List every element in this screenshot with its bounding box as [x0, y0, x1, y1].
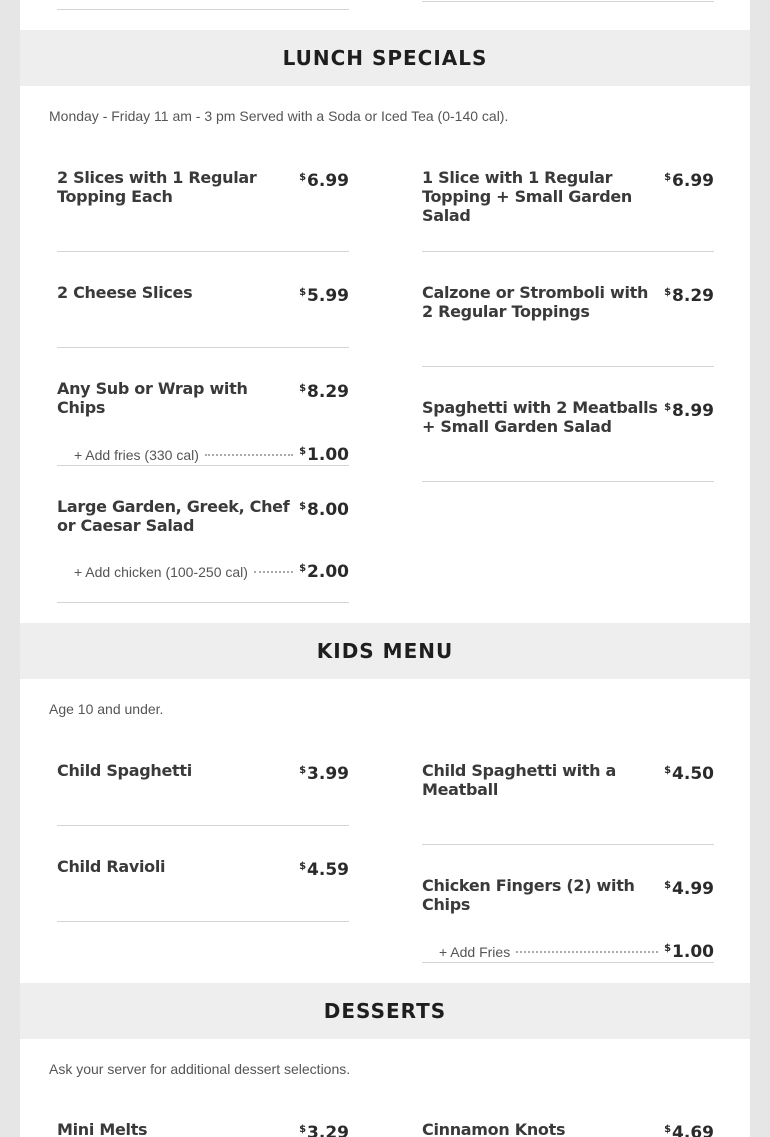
item-divider [422, 366, 714, 367]
item-price: $4.99 [664, 879, 714, 899]
item-price: $4.50 [664, 764, 714, 784]
item-name: Child Spaghetti [57, 761, 192, 780]
addon-label: + Add Fries [439, 944, 511, 960]
menu-item[interactable] [422, 398, 714, 436]
item-price: $5.99 [299, 286, 349, 306]
item-name: 2 Slices with 1 Regular Topping Each [57, 168, 257, 206]
menu-item[interactable] [422, 876, 714, 962]
dot-leader [254, 571, 293, 573]
addon-price: $1.00 [299, 445, 349, 465]
item-price: $6.99 [299, 171, 349, 191]
section-description: Monday - Friday 11 am - 3 pm Served with a Soda or Iced Tea (0-140 cal). [49, 108, 509, 124]
item-price: $8.29 [664, 286, 714, 306]
item-name: Spaghetti with 2 Meatballs + Small Garden Salad [422, 398, 658, 436]
item-price: $8.29 [299, 382, 349, 402]
section-title: DESSERTS [323, 999, 447, 1023]
dot-leader [516, 951, 658, 953]
item-price: $4.69 [664, 1123, 714, 1137]
item-divider [57, 465, 349, 466]
menu-item[interactable] [422, 283, 714, 321]
item-name: 1 Slice with 1 Regular Topping + Small Garden Salad [422, 168, 633, 225]
item-divider [422, 481, 714, 482]
top-separator-right [422, 1, 714, 2]
item-price: $6.99 [664, 171, 714, 191]
item-name: Mini Melts [57, 1120, 148, 1137]
menu-item[interactable] [422, 168, 714, 225]
item-price: $8.99 [664, 401, 714, 421]
dot-leader [205, 454, 293, 456]
item-divider [422, 251, 714, 252]
item-price: $4.59 [299, 860, 349, 880]
menu-item[interactable] [57, 857, 349, 880]
addon-label: + Add chicken (100-250 cal) [74, 564, 248, 580]
addon-label: + Add fries (330 cal) [74, 447, 199, 463]
item-addon[interactable] [57, 559, 349, 582]
item-divider [57, 251, 349, 252]
section-title: LUNCH SPECIALS [282, 46, 488, 70]
top-separator-left [57, 9, 349, 10]
menu-item[interactable] [422, 1120, 714, 1137]
item-name: Any Sub or Wrap with Chips [57, 379, 248, 417]
menu-item[interactable] [57, 168, 349, 206]
menu-item[interactable] [57, 1120, 349, 1137]
addon-price: $1.00 [664, 942, 714, 962]
section-header-lunch-specials [20, 30, 750, 86]
item-name: 2 Cheese Slices [57, 283, 193, 302]
item-name: Calzone or Stromboli with 2 Regular Toppings [422, 283, 649, 321]
section-header-kids-menu [20, 623, 750, 679]
addon-price: $2.00 [299, 562, 349, 582]
item-name: Child Ravioli [57, 857, 166, 876]
item-name: Child Spaghetti with a Meatball [422, 761, 617, 799]
item-divider [422, 962, 714, 963]
item-name: Chicken Fingers (2) with Chips [422, 876, 635, 914]
item-divider [57, 347, 349, 348]
item-divider [57, 602, 349, 603]
item-price: $3.29 [299, 1123, 349, 1137]
menu-item[interactable] [57, 379, 349, 465]
item-price: $3.99 [299, 764, 349, 784]
item-divider [422, 844, 714, 845]
menu-item[interactable] [57, 761, 349, 784]
menu-item[interactable] [57, 283, 349, 306]
section-title: KIDS MENU [316, 639, 454, 663]
section-description: Age 10 and under. [49, 701, 164, 717]
menu-item[interactable] [57, 497, 349, 582]
item-addon[interactable] [422, 939, 714, 962]
item-divider [57, 921, 349, 922]
menu-item[interactable] [422, 761, 714, 799]
item-name: Cinnamon Knots [422, 1120, 566, 1137]
section-header-desserts [20, 983, 750, 1039]
item-divider [57, 825, 349, 826]
item-addon[interactable] [57, 442, 349, 465]
item-name: Large Garden, Greek, Chef or Caesar Salad [57, 497, 290, 535]
section-description: Ask your server for additional dessert selections. [49, 1061, 351, 1077]
item-price: $8.00 [299, 500, 349, 520]
